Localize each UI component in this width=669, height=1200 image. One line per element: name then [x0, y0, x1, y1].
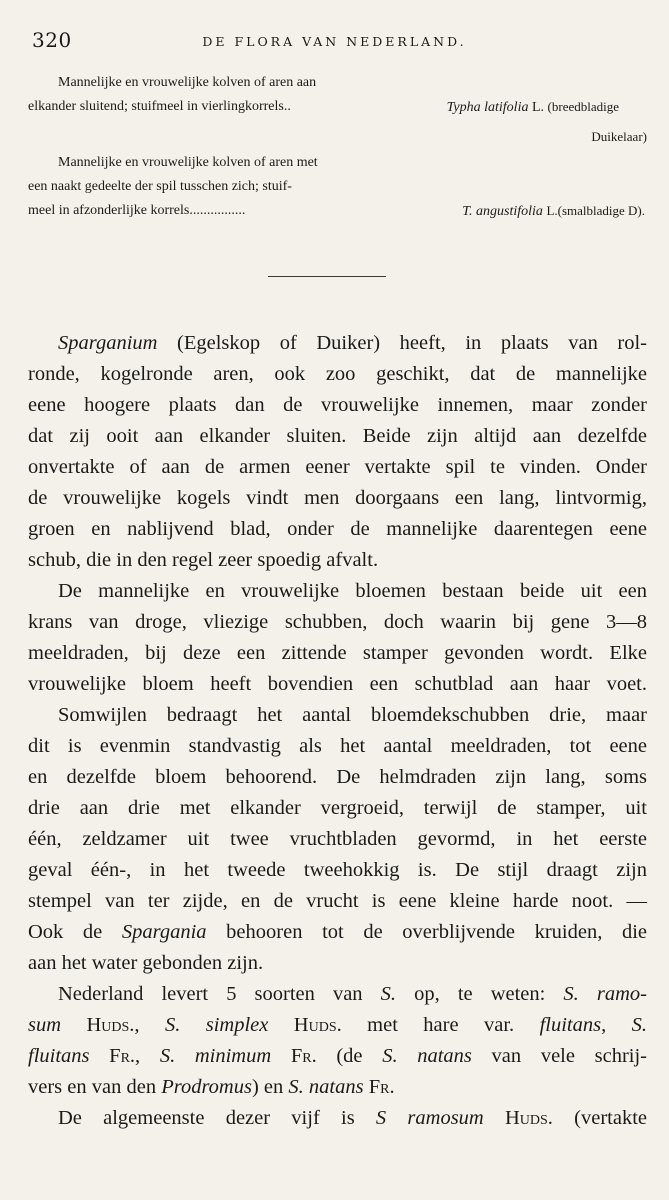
text-segment [271, 1045, 291, 1067]
species-name: T. angustifolia [462, 204, 543, 219]
key-entry2-line1: Mannelijke en vrouwelijke kolven of aren met [58, 155, 318, 170]
text-line: ronde, kogelronde aren, ook zoo geschikt, dat de mannelijke [28, 363, 647, 385]
text-line: groen en nablijvend blad, onder de mannelijke daarentegen eene [28, 518, 647, 540]
text-segment: Ook de [28, 921, 122, 943]
text-segment: , [601, 1014, 632, 1036]
text-line [28, 1010, 647, 1041]
genus-abbrev: S. [631, 1014, 648, 1036]
author-abbrev: L. [531, 100, 545, 115]
key-entry1-line2 [28, 96, 291, 117]
text-line [28, 1072, 647, 1103]
key-entry1-taxon [447, 96, 619, 118]
text-line: onvertakte of aan de armen eener vertakte spil te vinden. Onder [28, 456, 647, 478]
author-abbrev: Fr. [290, 1045, 317, 1067]
running-title: DE FLORA VAN NEDERLAND. [202, 34, 467, 49]
text-segment: , [135, 1045, 160, 1067]
section-divider [268, 276, 386, 277]
text-line: dat zij ooit aan elkander sluiten. Beide zijn altijd aan dezelfde [28, 425, 647, 447]
text-segment: (Egelskop of Duiker) heeft, in plaats van rol- [157, 332, 647, 354]
text-segment: , [134, 1014, 165, 1036]
text-line [28, 1041, 647, 1072]
genus-name: Spargania [121, 921, 207, 943]
author-abbrev: Fr. [368, 1076, 395, 1098]
text-segment: behooren tot de overblijvende kruiden, die [206, 921, 648, 943]
species-name: sum [28, 1014, 62, 1036]
author-abbrev: Huds. [504, 1107, 553, 1129]
text-segment: (vertakte [552, 1107, 648, 1129]
genus-name: Sparganium [58, 332, 158, 354]
text-line: vrouwelijke bloem heeft bovendien een schutblad aan haar voet. [28, 673, 647, 695]
book-title: Prodromus [161, 1076, 252, 1098]
text-segment [90, 1045, 110, 1067]
text-line: eene hoogere plaats dan de vrouwelijke innemen, maar zonder [28, 394, 647, 416]
page-number: 320 [32, 28, 72, 52]
text-line: één, zeldzamer uit twee vruchtbladen gevormd, in het eerste [28, 828, 647, 850]
text-segment: (de [316, 1045, 383, 1067]
key-entry1-text: elkander sluitend; stuifmeel in vierlingkorrels.. [28, 99, 291, 114]
text-line [28, 1103, 647, 1134]
text-line: Somwijlen bedraagt het aantal bloemdekschubben drie, maar [58, 704, 647, 726]
text-line: stempel van ter zijde, en de vrucht is eene kleine harde noot. — [28, 890, 647, 912]
common-name: (breedbladige [547, 99, 619, 114]
text-line: meeldraden, bij deze een zittende stamper gevonden wordt. Elke [28, 642, 647, 664]
text-line: drie aan drie met elkander vergroeid, terwijl de stamper, uit [28, 797, 647, 819]
author-abbrev: Fr. [109, 1045, 136, 1067]
text-line [28, 917, 647, 948]
running-header [28, 28, 641, 58]
species-name: S. minimum [159, 1045, 272, 1067]
text-line: aan het water gebonden zijn. [28, 952, 264, 974]
text-line: schub, die in den regel zeer spoedig afvalt. [28, 549, 379, 571]
text-segment: Nederland levert 5 soorten van [58, 983, 381, 1005]
species-name: S. natans [288, 1076, 364, 1098]
key-entry2-line3: meel in afzonderlijke korrels................ [28, 203, 246, 218]
species-name: S. natans [382, 1045, 472, 1067]
text-segment [484, 1107, 505, 1129]
text-line [28, 328, 647, 359]
key-entry2-line2: een naakt gedeelte der spil tusschen zich; stuif- [28, 179, 292, 194]
species-name: Typha latifolia [446, 100, 529, 115]
species-name: S ramosum [375, 1107, 484, 1129]
text-line: geval één-, in het tweede tweehokkig is. De stijl draagt zijn [28, 859, 647, 881]
text-segment: met hare var. [341, 1014, 540, 1036]
author-abbrev: Huds. [293, 1014, 342, 1036]
author-common-name: L.(smalbladige D). [546, 203, 645, 218]
genus-abbrev: S. [380, 983, 397, 1005]
text-segment: vers en van den [28, 1076, 162, 1098]
text-line [28, 979, 647, 1010]
species-name: S. simplex [164, 1014, 269, 1036]
text-line: de vrouwelijke kogels vindt men doorgaans een lang, lintvormig, [28, 487, 647, 509]
species-name: fluitans [28, 1045, 90, 1067]
text-line: en dezelfde bloem behoorend. De helmdraden zijn lang, soms [28, 766, 647, 788]
author-abbrev: Huds. [86, 1014, 135, 1036]
text-segment: van vele schrij- [471, 1045, 647, 1067]
species-name: S. ramo- [563, 983, 647, 1005]
text-segment: ) en [251, 1076, 289, 1098]
text-line: dit is evenmin standvastig als het aantal meeldraden, tot eene [28, 735, 647, 757]
text-segment [268, 1014, 293, 1036]
key-entry1-line1: Mannelijke en vrouwelijke kolven of aren aan [58, 75, 317, 90]
text-line: De mannelijke en vrouwelijke bloemen bestaan beide uit een [58, 580, 647, 602]
main-text [28, 328, 647, 1134]
key-entry2-taxon [462, 200, 645, 222]
common-name-continued: Duikelaar) [591, 129, 647, 144]
variety-name: fluitans [539, 1014, 602, 1036]
text-segment: op, te weten: [396, 983, 564, 1005]
text-line: krans van droge, vliezige schubben, doch waarin bij gene 3—8 [28, 611, 647, 633]
text-segment: De algemeenste dezer vijf is [58, 1107, 376, 1129]
